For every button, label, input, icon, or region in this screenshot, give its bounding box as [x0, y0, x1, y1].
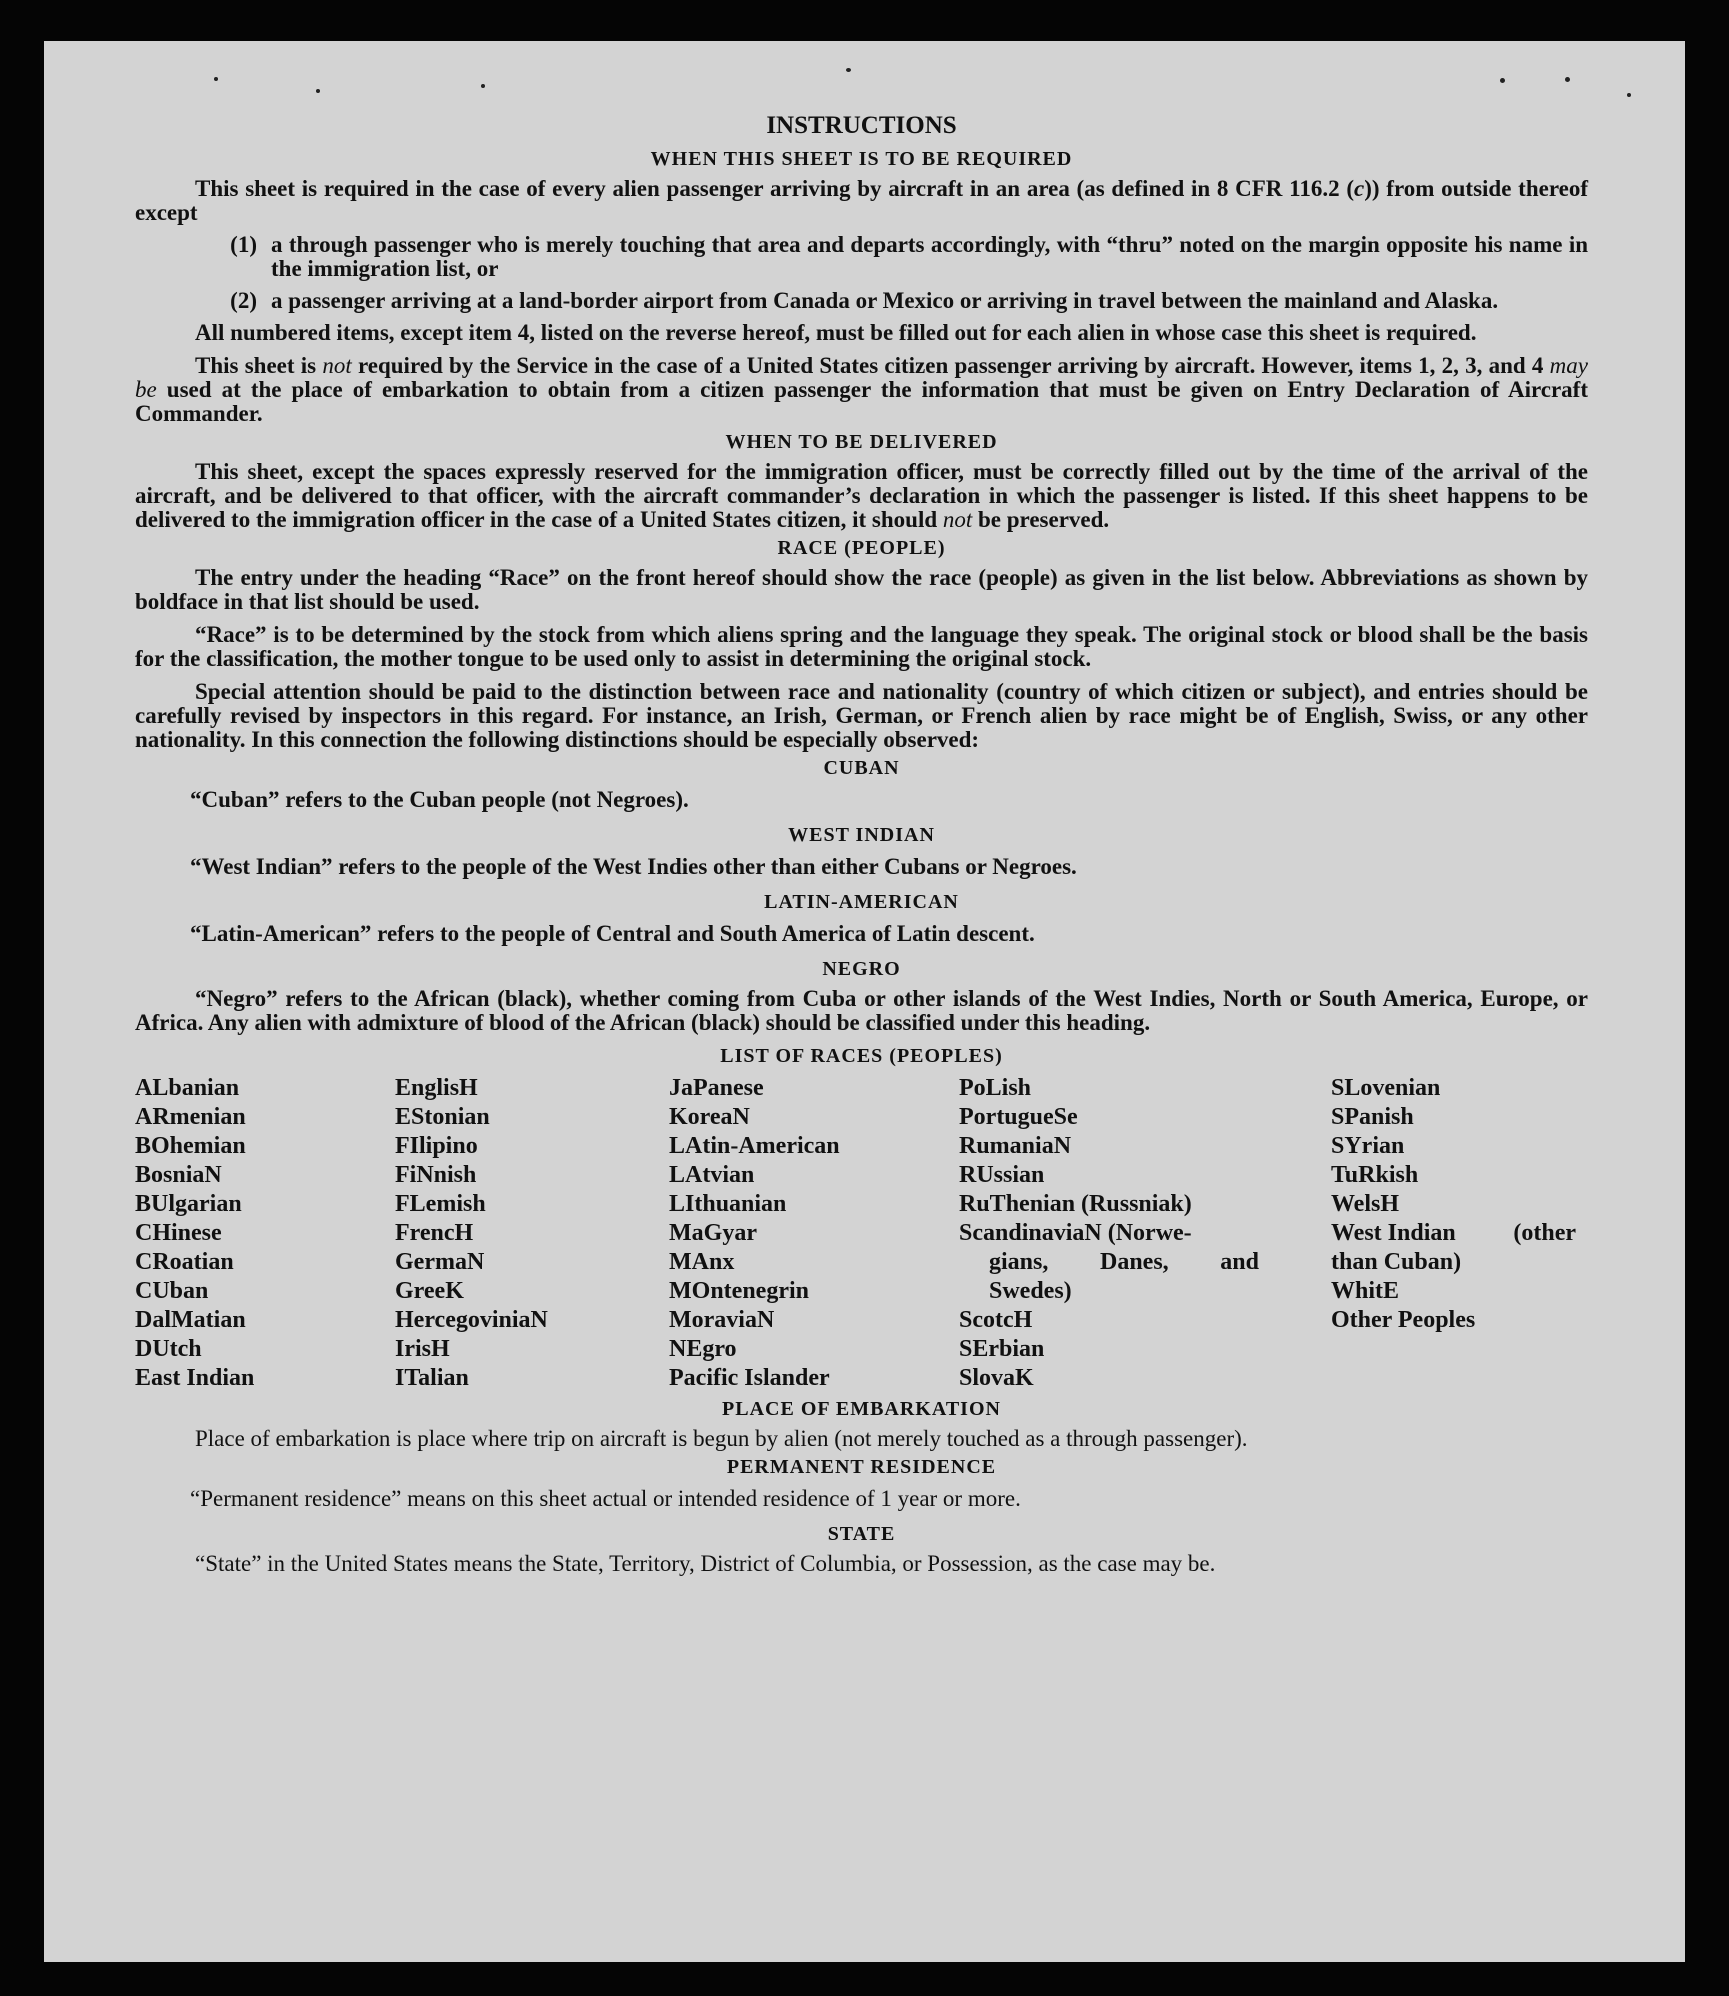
race-item: Other Peoples — [1331, 1307, 1476, 1333]
race-item: RuThenian (Russniak) — [959, 1191, 1192, 1217]
race-item: MOntenegrin — [669, 1278, 809, 1304]
race-item: NEgro — [669, 1336, 737, 1362]
heading-west-indian: WEST INDIAN — [788, 824, 935, 846]
heading-cuban: CUBAN — [823, 757, 900, 779]
race-item: WhitE — [1331, 1278, 1400, 1304]
race-paragraph-2: “Race” is to be determined by the stock from which aliens spring and the language they speak. The original stock or blood shall be the basis for the classification, the mother tongue to be used only to assist in determining the original stock. — [135, 622, 1588, 671]
race-item-scandinavian: ScandinaviaN (Norwe- — [959, 1220, 1192, 1246]
race-item: DalMatian — [135, 1307, 246, 1333]
race-item: KoreaN — [669, 1104, 750, 1130]
race-item: FrencH — [395, 1220, 474, 1246]
exception-item-1: (1) a through passenger who is merely touching that area and departs accordingly, with “thru” noted on the margin opposite his name in the immigration list, or — [230, 232, 1588, 281]
race-item: MAnx — [669, 1249, 735, 1275]
race-item: EStonian — [395, 1104, 490, 1130]
state-paragraph: “State” in the United States means the State, Territory, District of Columbia, or Possession, as the case may be. — [195, 1551, 1216, 1576]
heading-embarkation: PLACE OF EMBARKATION — [722, 1398, 1001, 1420]
embarkation-paragraph: Place of embarkation is place where trip on aircraft is begun by alien (not merely touched as a through passenger). — [195, 1426, 1248, 1451]
race-paragraph-1: The entry under the heading “Race” on the front hereof should show the race (people) as given in the list below. Abbreviations as shown by boldface in that list should be used. — [135, 565, 1588, 614]
negro-definition: “Negro” refers to the African (black), whether coming from Cuba or other islands of the West Indies, North or South America, Europe, or Africa. Any alien with admixture of blood of the African (black) should be classified under this heading. — [135, 986, 1588, 1035]
race-item: MoraviaN — [669, 1307, 775, 1333]
race-item: BUlgarian — [135, 1191, 242, 1217]
race-item: HercegoviniaN — [395, 1307, 548, 1333]
race-item: SLovenian — [1331, 1075, 1441, 1101]
race-item: RumaniaN — [959, 1133, 1072, 1159]
race-item: EnglisH — [395, 1075, 478, 1101]
heading-list-of-races: LIST OF RACES (PEOPLES) — [720, 1045, 1003, 1067]
races-column-1 — [135, 1074, 395, 1393]
race-item: WelsH — [1331, 1191, 1400, 1217]
delivered-paragraph: This sheet, except the spaces expressly reserved for the immigration officer, must be correctly filled out by the time of the arrival of the aircraft, and be delivered to that officer, with the aircraft commander’s declaration in which the passenger is listed. If this sheet happens to be delivered to the immigration officer in the case of a United States citizen, it should not be preserved. — [135, 459, 1588, 532]
race-item: JaPanese — [669, 1075, 764, 1101]
race-item: FiNnish — [395, 1162, 477, 1188]
race-item: LIthuanian — [669, 1191, 787, 1217]
race-item: SPanish — [1331, 1104, 1414, 1130]
races-list — [135, 1074, 1588, 1393]
heading-race: RACE (PEOPLE) — [777, 537, 946, 559]
races-column-5 — [1331, 1074, 1576, 1393]
races-column-3 — [669, 1074, 959, 1393]
citizen-paragraph: This sheet is not required by the Service in the case of a United States citizen passenger arriving by aircraft. However, items 1, 2, 3, and 4 may be used at the place of embarkation to obtain from a citizen passenger the information that must be given on Entry Declaration of Aircraft Commander. — [135, 353, 1588, 426]
instruction-sheet — [44, 41, 1685, 1962]
exception-item-2: (2) a passenger arriving at a land-border airport from Canada or Mexico or arriving in travel between the mainland and Alaska. — [230, 288, 1499, 313]
race-item: ARmenian — [135, 1104, 246, 1130]
race-item-west-indian-cont: than Cuban) — [1331, 1249, 1462, 1275]
race-item: ITalian — [395, 1365, 469, 1391]
heading-latin-american: LATIN-AMERICAN — [764, 891, 959, 913]
race-item: Pacific Islander — [669, 1365, 830, 1391]
page-title: INSTRUCTIONS — [766, 112, 957, 139]
race-paragraph-3: Special attention should be paid to the distinction between race and nationality (country of which citizen or subject), and entries should be carefully revised by inspectors in this regard. For instance, an Irish, German, or French alien by race might be of English, Swiss, or any other nationality. In this connection the following distinctions should be especially observed: — [135, 679, 1588, 752]
latin-american-definition: “Latin-American” refers to the people of Central and South America of Latin descent. — [190, 921, 1035, 946]
race-item: CHinese — [135, 1220, 222, 1246]
race-item: SErbian — [959, 1336, 1045, 1362]
race-item: FIlipino — [395, 1133, 478, 1159]
race-item: FLemish — [395, 1191, 486, 1217]
race-item: ALbanian — [135, 1075, 240, 1101]
race-item: ScotcH — [959, 1307, 1033, 1333]
race-item: SYrian — [1331, 1133, 1405, 1159]
race-item-scandinavian-cont: gians, Danes, and — [989, 1249, 1259, 1275]
heading-permanent-residence: PERMANENT RESIDENCE — [726, 1456, 997, 1478]
race-item: RUssian — [959, 1162, 1045, 1188]
races-column-4 — [959, 1074, 1331, 1393]
race-item: CRoatian — [135, 1249, 234, 1275]
heading-negro: NEGRO — [822, 958, 901, 980]
heading-when-required: WHEN THIS SHEET IS TO BE REQUIRED — [650, 148, 1073, 170]
race-item: IrisH — [395, 1336, 450, 1362]
race-item-west-indian: West Indian (other — [1331, 1220, 1576, 1246]
required-intro: This sheet is required in the case of every alien passenger arriving by aircraft in an area (as defined in 8 CFR 116.2 (c)) from outside thereof except — [135, 176, 1588, 225]
race-item: BosniaN — [135, 1162, 222, 1188]
residence-definition: “Permanent residence” means on this sheet actual or intended residence of 1 year or more. — [190, 1486, 1021, 1511]
race-item: PortugueSe — [959, 1104, 1078, 1130]
races-column-2 — [395, 1074, 669, 1393]
heading-when-delivered: WHEN TO BE DELIVERED — [725, 431, 998, 453]
race-item: DUtch — [135, 1336, 202, 1362]
heading-state: STATE — [827, 1523, 896, 1545]
race-item: SlovaK — [959, 1365, 1034, 1391]
race-item: GermaN — [395, 1249, 485, 1275]
race-item: CUban — [135, 1278, 209, 1304]
race-item-scandinavian-cont: Swedes) — [989, 1278, 1072, 1304]
race-item: LAtin-American — [669, 1133, 840, 1159]
race-item: MaGyar — [669, 1220, 757, 1246]
west-indian-definition: “West Indian” refers to the people of the West Indies other than either Cubans or Negroes. — [190, 854, 1077, 879]
race-item: TuRkish — [1331, 1162, 1419, 1188]
race-item: East Indian — [135, 1365, 255, 1391]
numbered-items-paragraph: All numbered items, except item 4, listed on the reverse hereof, must be filled out for each alien in whose case this sheet is required. — [195, 320, 1477, 345]
race-item: PoLish — [959, 1075, 1032, 1101]
race-item: GreeK — [395, 1278, 464, 1304]
cuban-definition: “Cuban” refers to the Cuban people (not Negroes). — [190, 787, 689, 812]
race-item: BOhemian — [135, 1133, 246, 1159]
race-item: LAtvian — [669, 1162, 755, 1188]
